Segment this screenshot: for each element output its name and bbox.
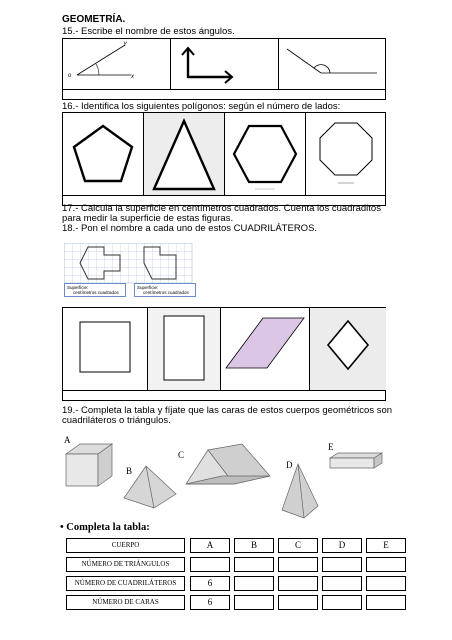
answer-cell[interactable] — [366, 557, 406, 572]
answer-cell[interactable] — [366, 576, 406, 591]
right-angle-figure — [171, 39, 278, 89]
table-heading: • Completa la tabla: — [60, 522, 150, 533]
header-cell-c: C — [278, 538, 318, 553]
solids-illustration — [58, 436, 388, 520]
answer-cell[interactable] — [278, 557, 318, 572]
angle-acute-cell — [63, 39, 171, 89]
page-title: GEOMETRÍA. — [62, 14, 126, 25]
question-17-line1: 17.- Calcula la superficie en centímetros cuadrados. Cuenta los cuadraditos — [62, 203, 381, 214]
rhomboid-cell — [221, 308, 310, 390]
solid-label-b: B — [126, 466, 133, 476]
table-row-triangles — [62, 555, 408, 574]
row-label-faces: NÚMERO DE CARAS — [66, 595, 185, 610]
answer-cell[interactable] — [234, 576, 274, 591]
solids-table — [62, 536, 408, 612]
answer-cell[interactable] — [234, 595, 274, 610]
question-19-line2: cuadriláteros o triángulos. — [62, 415, 171, 426]
square-cell — [63, 308, 148, 390]
hexagon-cell — [225, 113, 306, 195]
surface-unit-2: centímetros cuadrados — [143, 290, 189, 295]
header-cell-e: E — [366, 538, 406, 553]
obtuse-angle-figure — [279, 39, 385, 89]
square-pyramid-figure — [124, 466, 176, 508]
vertex-label: o — [68, 73, 72, 79]
quadrilaterals-row — [62, 307, 386, 391]
pentagon-cell — [63, 113, 144, 195]
rhombus-figure — [310, 308, 386, 390]
answer-cell[interactable] — [322, 576, 362, 591]
square-figure — [63, 308, 147, 390]
ray-label-x: x — [131, 74, 134, 80]
header-cell-cuerpo: CUERPO — [66, 538, 185, 553]
solid-label-c: C — [178, 450, 185, 460]
table-row-quadrilaterals — [62, 574, 408, 593]
question-16: 16.- Identifica los siguientes polígonos: según el número de lados: — [62, 101, 341, 112]
pentagon-figure — [63, 113, 143, 195]
rectangle-cell — [148, 308, 221, 390]
row-label-quadrilaterals: NÚMERO DE CUADRILÁTEROS — [66, 576, 185, 591]
angle-obtuse-cell — [279, 39, 385, 89]
rhombus-cell — [310, 308, 386, 390]
table-header-row — [62, 536, 408, 555]
answer-strip-15[interactable] — [62, 89, 386, 100]
question-17-line2: para medir la superficie de estas figuras. — [62, 213, 234, 224]
ray-label-y: Y — [123, 42, 128, 48]
answer-cell[interactable]: 6 — [190, 576, 230, 591]
solid-label-d: D — [286, 460, 293, 470]
surface-answer-box-2[interactable] — [134, 283, 196, 297]
triangular-pyramid-figure — [282, 460, 318, 518]
answer-cell[interactable] — [278, 576, 318, 591]
question-18: 18.- Pon el nombre a cada uno de estos CUADRILÁTEROS. — [62, 223, 318, 234]
question-19-line1: 19.- Completa la tabla y fíjate que las caras de estos cuerpos geométricos son — [62, 405, 393, 416]
solid-label-e: E — [328, 442, 334, 452]
cube-figure — [64, 436, 112, 486]
answer-cell[interactable] — [190, 557, 230, 572]
rhomboid-figure — [221, 308, 309, 390]
solid-label-a: A — [64, 436, 71, 445]
angles-row — [62, 38, 386, 90]
octagon-figure — [306, 113, 386, 195]
answer-cell[interactable] — [234, 557, 274, 572]
table-row-faces — [62, 593, 408, 612]
row-label-triangles: NÚMERO DE TRIÁNGULOS — [66, 557, 185, 572]
surface-label-2: Superficie: — [137, 285, 159, 290]
rectangular-prism-figure — [328, 442, 382, 468]
surface-label-1: Superficie: — [67, 285, 89, 290]
header-cell-d: D — [322, 538, 362, 553]
surface-unit-1: centímetros cuadrados — [73, 290, 119, 295]
acute-angle-figure — [63, 39, 170, 89]
answer-cell[interactable] — [322, 557, 362, 572]
angle-right-cell — [171, 39, 279, 89]
triangle-cell — [144, 113, 225, 195]
answer-cell[interactable] — [278, 595, 318, 610]
rectangle-figure — [148, 308, 220, 390]
surface-answer-box-1[interactable] — [64, 283, 126, 297]
polygons-row — [62, 112, 386, 196]
header-cell-b: B — [234, 538, 274, 553]
answer-cell[interactable] — [322, 595, 362, 610]
triangle-figure — [144, 113, 224, 195]
solids-drawing — [58, 436, 388, 520]
answer-strip-18[interactable] — [62, 390, 386, 401]
question-15: 15.- Escribe el nombre de estos ángulos. — [62, 26, 235, 37]
answer-cell[interactable] — [366, 595, 406, 610]
octagon-cell — [306, 113, 386, 195]
answer-cell[interactable]: 6 — [190, 595, 230, 610]
header-cell-a: A — [190, 538, 230, 553]
hexagon-figure — [225, 113, 305, 195]
triangular-prism-figure — [178, 444, 270, 484]
